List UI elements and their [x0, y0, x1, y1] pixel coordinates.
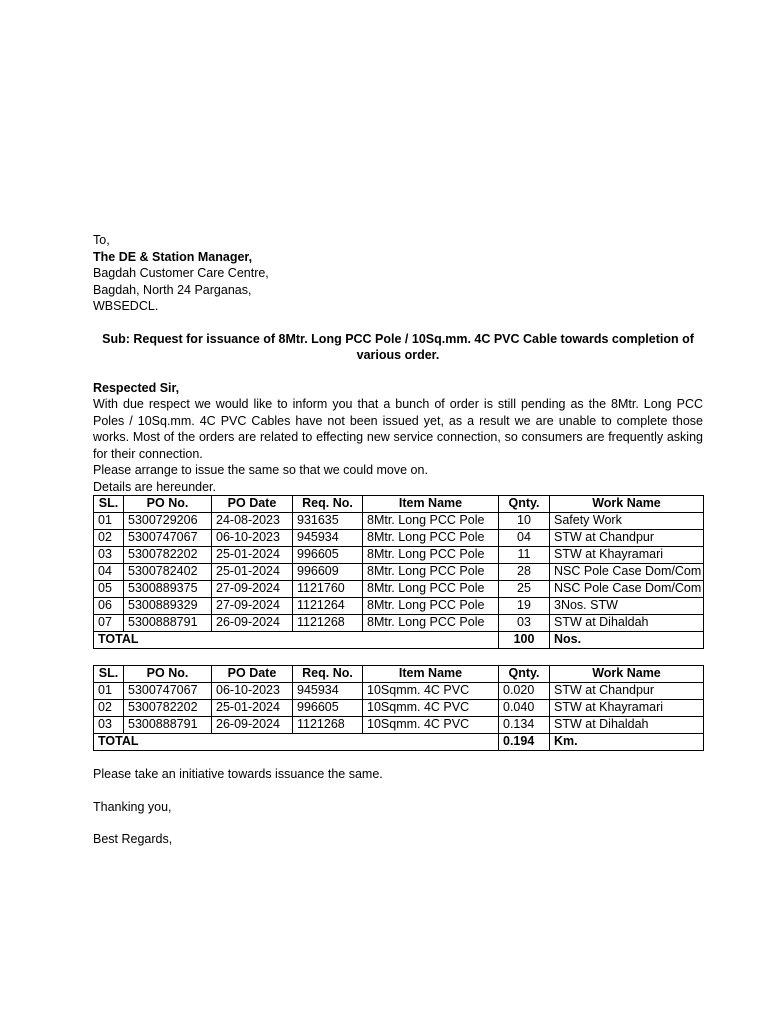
cell-po-date: 06-10-2023: [212, 530, 293, 547]
header-sl: SL.: [94, 496, 124, 513]
cell-sl: 05: [94, 581, 124, 598]
cell-po-date: 26-09-2024: [212, 717, 293, 734]
arrange-line: Please arrange to issue the same so that we could move on.: [93, 463, 428, 477]
header-work-name: Work Name: [550, 666, 704, 683]
table-header-row: [94, 496, 704, 513]
cell-work-name: NSC Pole Case Dom/Com: [550, 564, 704, 581]
table-row: [94, 581, 704, 598]
address-line-2: Bagdah, North 24 Parganas,: [93, 282, 252, 297]
cell-work-name: STW at Dihaldah: [550, 717, 704, 734]
cell-sl: 06: [94, 598, 124, 615]
cell-po-no: 5300747067: [124, 683, 212, 700]
header-qnty: Qnty.: [499, 666, 550, 683]
cell-po-no: 5300889375: [124, 581, 212, 598]
cell-item-name: 8Mtr. Long PCC Pole: [363, 530, 499, 547]
cell-po-no: 5300888791: [124, 717, 212, 734]
table-row: [94, 547, 704, 564]
cell-qnty: 11: [499, 547, 550, 564]
table-row: [94, 564, 704, 581]
cell-qnty: 0.040: [499, 700, 550, 717]
header-po-date: PO Date: [212, 496, 293, 513]
header-req-no: Req. No.: [293, 496, 363, 513]
thanks-line: Thanking you,: [93, 799, 172, 814]
cell-req-no: 1121268: [293, 717, 363, 734]
cell-qnty: 0.134: [499, 717, 550, 734]
cell-item-name: 10Sqmm. 4C PVC: [363, 717, 499, 734]
header-item-name: Item Name: [363, 496, 499, 513]
cell-item-name: 10Sqmm. 4C PVC: [363, 700, 499, 717]
cell-sl: 03: [94, 717, 124, 734]
total-row: [94, 632, 704, 649]
letter-page: [93, 232, 703, 848]
cell-work-name: 3Nos. STW: [550, 598, 704, 615]
cell-item-name: 8Mtr. Long PCC Pole: [363, 513, 499, 530]
cell-po-date: 25-01-2024: [212, 564, 293, 581]
cell-qnty: 0.020: [499, 683, 550, 700]
cell-work-name: Safety Work: [550, 513, 704, 530]
cell-qnty: 25: [499, 581, 550, 598]
cable-table: [93, 665, 704, 751]
table-row: [94, 683, 704, 700]
header-po-date: PO Date: [212, 666, 293, 683]
pole-table: [93, 495, 704, 649]
cell-po-date: 06-10-2023: [212, 683, 293, 700]
header-work-name: Work Name: [550, 496, 704, 513]
cell-req-no: 1121760: [293, 581, 363, 598]
cell-po-no: 5300782402: [124, 564, 212, 581]
cell-po-date: 26-09-2024: [212, 615, 293, 632]
cell-work-name: STW at Khayramari: [550, 700, 704, 717]
cell-item-name: 8Mtr. Long PCC Pole: [363, 547, 499, 564]
table-row: [94, 513, 704, 530]
cell-sl: 04: [94, 564, 124, 581]
salutation: Respected Sir,: [93, 380, 180, 395]
header-req-no: Req. No.: [293, 666, 363, 683]
cell-work-name: NSC Pole Case Dom/Com: [550, 581, 704, 598]
table-row: [94, 530, 704, 547]
cell-req-no: 996605: [293, 547, 363, 564]
recipient: The DE & Station Manager,: [93, 249, 253, 264]
cell-po-no: 5300888791: [124, 615, 212, 632]
details-line: Details are hereunder.: [93, 479, 216, 494]
cell-po-no: 5300747067: [124, 530, 212, 547]
initiative-line: Please take an initiative towards issuance the same.: [93, 767, 383, 781]
table-row: [94, 615, 704, 632]
regards-line: Best Regards,: [93, 832, 173, 846]
header-po-no: PO No.: [124, 666, 212, 683]
total-unit: Km.: [550, 734, 704, 751]
cell-req-no: 1121264: [293, 598, 363, 615]
total-row: [94, 734, 704, 751]
address-line-3: WBSEDCL.: [93, 299, 159, 313]
header-po-no: PO No.: [124, 496, 212, 513]
cell-work-name: STW at Chandpur: [550, 683, 704, 700]
body-paragraph: With due respect we would like to inform you that a bunch of order is still pending as the 8Mtr. Long PCC Poles / 10Sq.mm. 4C PVC Cables have not been issued yet, as a result we are unable to complete those works. Most of the orders are related to effecting new service connection, so consumers are frequently asking for their connection.: [93, 397, 703, 461]
table-row: [94, 717, 704, 734]
cell-qnty: 04: [499, 530, 550, 547]
cell-qnty: 10: [499, 513, 550, 530]
table-row: [94, 598, 704, 615]
subject: [93, 331, 703, 364]
cell-sl: 07: [94, 615, 124, 632]
cell-po-no: 5300889329: [124, 598, 212, 615]
cell-item-name: 8Mtr. Long PCC Pole: [363, 581, 499, 598]
cell-sl: 03: [94, 547, 124, 564]
cell-qnty: 28: [499, 564, 550, 581]
total-value: 100: [499, 632, 550, 649]
cell-qnty: 03: [499, 615, 550, 632]
table-row: [94, 700, 704, 717]
cell-po-date: 27-09-2024: [212, 598, 293, 615]
header-sl: SL.: [94, 666, 124, 683]
total-label: TOTAL: [94, 734, 499, 751]
cell-po-date: 25-01-2024: [212, 700, 293, 717]
cell-req-no: 945934: [293, 530, 363, 547]
cell-po-date: 27-09-2024: [212, 581, 293, 598]
subject-line-1: Sub: Request for issuance of 8Mtr. Long PCC Pole / 10Sq.mm. 4C PVC Cable towards completion of: [102, 331, 694, 346]
cell-item-name: 8Mtr. Long PCC Pole: [363, 598, 499, 615]
cell-po-date: 24-08-2023: [212, 513, 293, 530]
cell-qnty: 19: [499, 598, 550, 615]
cell-item-name: 10Sqmm. 4C PVC: [363, 683, 499, 700]
cell-req-no: 931635: [293, 513, 363, 530]
cell-po-no: 5300729206: [124, 513, 212, 530]
cell-work-name: STW at Chandpur: [550, 530, 704, 547]
cell-req-no: 945934: [293, 683, 363, 700]
table-header-row: [94, 666, 704, 683]
total-value: 0.194: [499, 734, 550, 751]
header-item-name: Item Name: [363, 666, 499, 683]
cell-work-name: STW at Dihaldah: [550, 615, 704, 632]
cell-sl: 01: [94, 683, 124, 700]
cell-req-no: 996609: [293, 564, 363, 581]
cell-sl: 01: [94, 513, 124, 530]
cell-po-no: 5300782202: [124, 547, 212, 564]
total-label: TOTAL: [94, 632, 499, 649]
cell-sl: 02: [94, 700, 124, 717]
cell-po-date: 25-01-2024: [212, 547, 293, 564]
cell-req-no: 1121268: [293, 615, 363, 632]
cell-item-name: 8Mtr. Long PCC Pole: [363, 564, 499, 581]
to-line: To,: [93, 233, 110, 247]
address-line-1: Bagdah Customer Care Centre,: [93, 266, 269, 280]
cell-work-name: STW at Khayramari: [550, 547, 704, 564]
subject-line-2: various order.: [356, 348, 440, 362]
total-unit: Nos.: [550, 632, 704, 649]
header-qnty: Qnty.: [499, 496, 550, 513]
cell-req-no: 996605: [293, 700, 363, 717]
cell-item-name: 8Mtr. Long PCC Pole: [363, 615, 499, 632]
cell-po-no: 5300782202: [124, 700, 212, 717]
cell-sl: 02: [94, 530, 124, 547]
